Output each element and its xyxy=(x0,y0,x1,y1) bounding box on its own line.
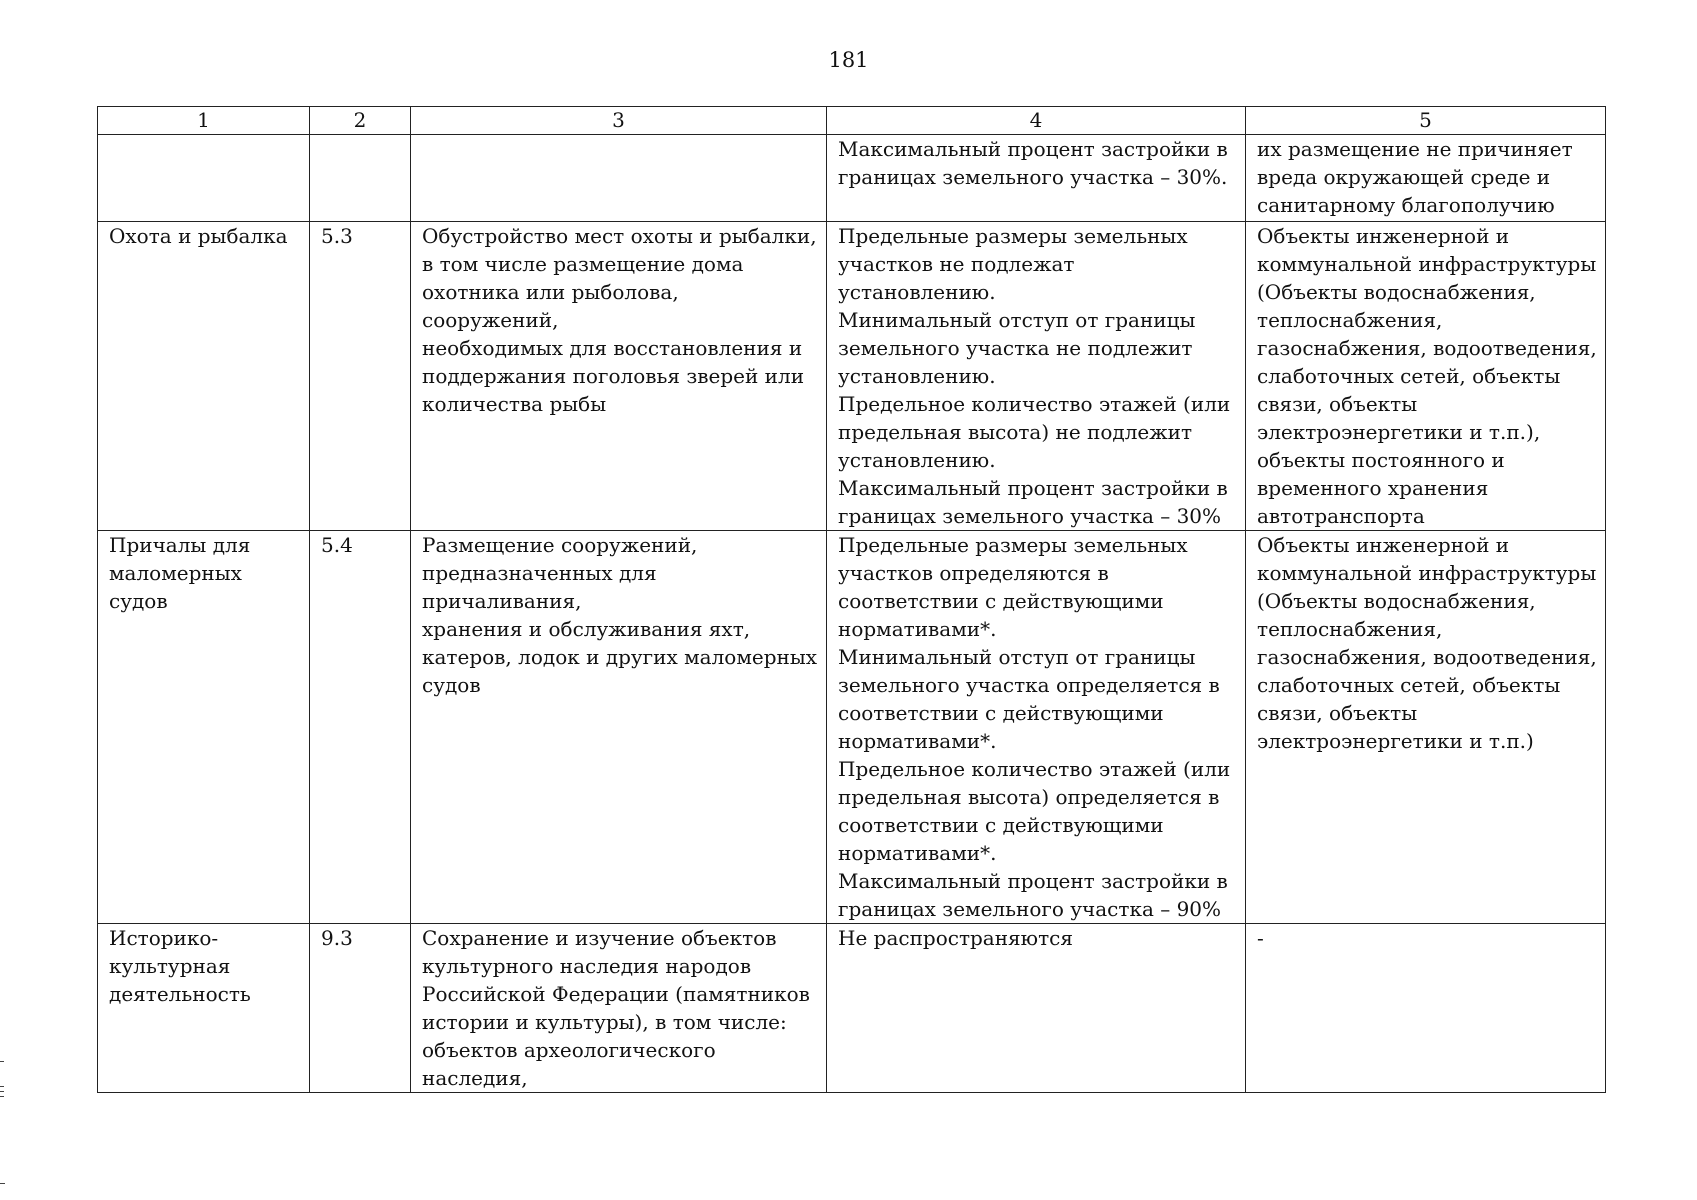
land-use-description-cell: Размещение сооружений, предназначенных для причаливания, хранения и обслуживания яхт, катеров, лодок и других маломерных судов xyxy=(411,531,827,924)
land-use-name-cell: Охота и рыбалка xyxy=(98,222,310,531)
zoning-regulations-table xyxy=(97,106,1606,1093)
land-use-code-cell xyxy=(310,135,411,222)
land-use-name-cell: Историко- культурная деятельность xyxy=(98,924,310,1093)
scan-margin-mark xyxy=(0,1061,4,1062)
auxiliary-objects-cell: - xyxy=(1246,924,1606,1093)
table-row xyxy=(98,531,1606,924)
table-row xyxy=(98,924,1606,1093)
auxiliary-objects-cell: Объекты инженерной и коммунальной инфраструктуры (Объекты водоснабжения, теплоснабжения, газоснабжения, водоотведения, слаботочных сетей, объекты связи, объекты электроэнергетики и т.п.), объекты постоянного и временного хранения автотранспорта xyxy=(1246,222,1606,531)
table-header-row xyxy=(98,107,1606,135)
scan-margin-mark xyxy=(0,1091,4,1092)
land-use-code-cell: 9.3 xyxy=(310,924,411,1093)
land-use-code-cell: 5.3 xyxy=(310,222,411,531)
auxiliary-objects-cell: Объекты инженерной и коммунальной инфраструктуры (Объекты водоснабжения, теплоснабжения, газоснабжения, водоотведения, слаботочных сетей, объекты связи, объекты электроэнергетики и т.п.) xyxy=(1246,531,1606,924)
column-number-3: 3 xyxy=(411,107,827,135)
auxiliary-objects-cell: их размещение не причиняет вреда окружающей среде и санитарному благополучию xyxy=(1246,135,1606,222)
parameters-cell: Предельные размеры земельных участков определяются в соответствии с действующими нормативами*. Минимальный отступ от границы земельного участка определяется в соответствии с действующими нормативами*. Предельное количество этажей (или предельная высота) определяется в соответствии с действующими нормативами*. Максимальный процент застройки в границах земельного участка – 90% xyxy=(827,531,1246,924)
land-use-description-cell xyxy=(411,135,827,222)
scan-margin-mark xyxy=(0,1086,4,1087)
parameters-cell: Максимальный процент застройки в границах земельного участка – 30%. xyxy=(827,135,1246,222)
parameters-cell: Не распространяются xyxy=(827,924,1246,1093)
land-use-description-cell: Обустройство мест охоты и рыбалки, в том числе размещение дома охотника или рыболова, сооружений, необходимых для восстановления и поддержания поголовья зверей или количества рыбы xyxy=(411,222,827,531)
column-number-1: 1 xyxy=(98,107,310,135)
table-row xyxy=(98,222,1606,531)
table-row xyxy=(98,135,1606,222)
scan-margin-mark xyxy=(0,1183,5,1184)
column-number-4: 4 xyxy=(827,107,1246,135)
column-number-2: 2 xyxy=(310,107,411,135)
column-number-5: 5 xyxy=(1246,107,1606,135)
land-use-description-cell: Сохранение и изучение объектов культурного наследия народов Российской Федерации (памятников истории и культуры), в том числе: объектов археологического наследия, xyxy=(411,924,827,1093)
parameters-cell: Предельные размеры земельных участков не подлежат установлению. Минимальный отступ от границы земельного участка не подлежит установлению. Предельное количество этажей (или предельная высота) не подлежит установлению. Максимальный процент застройки в границах земельного участка – 30% xyxy=(827,222,1246,531)
page-number: 181 xyxy=(828,48,869,72)
land-use-name-cell xyxy=(98,135,310,222)
land-use-name-cell: Причалы для маломерных судов xyxy=(98,531,310,924)
land-use-code-cell: 5.4 xyxy=(310,531,411,924)
scan-margin-mark xyxy=(0,1096,4,1097)
